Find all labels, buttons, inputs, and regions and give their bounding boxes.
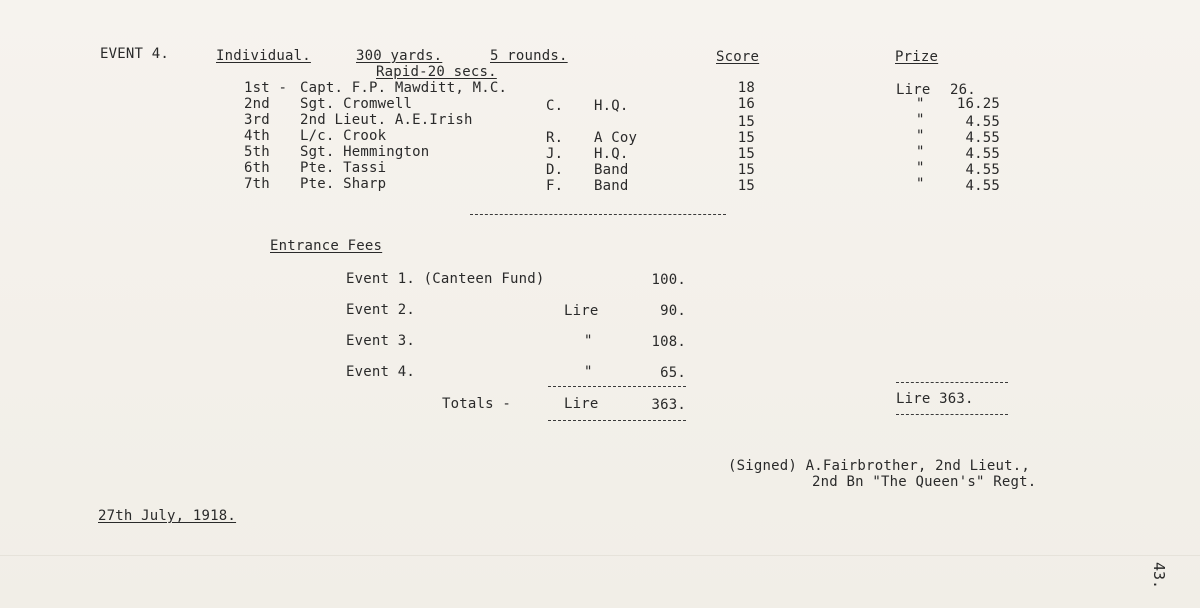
prize-amount: 4.55 xyxy=(965,178,1000,194)
prize-header: Prize xyxy=(895,49,939,65)
totals-currency: Lire xyxy=(564,396,599,412)
prize-amount: 4.55 xyxy=(965,130,1000,146)
score: 15 xyxy=(737,146,755,162)
score: 15 xyxy=(737,162,755,178)
fee-label: Event 2. xyxy=(346,302,416,318)
score: 15 xyxy=(737,114,755,130)
event-type: Individual. xyxy=(216,48,311,64)
page-number: 43. xyxy=(1150,562,1168,590)
unit: Band xyxy=(594,178,629,194)
competitor-name: Sgt. Cromwell xyxy=(300,96,413,112)
totals-rule-top xyxy=(548,386,686,387)
competitor-name: Sgt. Hemmington xyxy=(300,144,430,160)
fee-amount: 65. xyxy=(660,365,686,381)
event-label: EVENT 4. xyxy=(100,46,170,62)
place: 3rd xyxy=(244,112,270,128)
section-divider xyxy=(470,214,726,215)
place: 5th xyxy=(244,144,270,160)
prize-prefix: " xyxy=(916,176,925,192)
event-rapid: Rapid-20 secs. xyxy=(376,64,497,80)
totals-rule-bottom xyxy=(548,420,686,421)
company-letter: C. xyxy=(546,98,564,114)
fee-amount: 108. xyxy=(651,334,686,350)
prize-prefix: " xyxy=(916,160,925,176)
fee-currency: " xyxy=(584,364,593,380)
place: 2nd xyxy=(244,96,270,112)
place: 7th xyxy=(244,176,270,192)
company-letter: R. xyxy=(546,130,564,146)
prize-total-rule-bottom xyxy=(896,414,1008,415)
score: 15 xyxy=(737,130,755,146)
fee-label: Event 3. xyxy=(346,333,416,349)
totals-label: Totals - xyxy=(442,396,512,412)
prize-prefix: " xyxy=(916,112,925,128)
prize-amount: 4.55 xyxy=(965,162,1000,178)
competitor-name: 2nd Lieut. A.E.Irish xyxy=(300,112,473,128)
prize-prefix: Lire xyxy=(896,82,931,98)
fees-title: Entrance Fees xyxy=(270,238,383,254)
competitor-name: Pte. Sharp xyxy=(300,176,387,192)
prize-amount: 4.55 xyxy=(965,146,1000,162)
prize-amount: 4.55 xyxy=(965,114,1000,130)
signature-line-1: (Signed) A.Fairbrother, 2nd Lieut., xyxy=(728,458,1031,474)
place: 6th xyxy=(244,160,270,176)
prize-amount: 26. xyxy=(950,82,976,98)
score: 18 xyxy=(737,80,755,96)
competitor-name: Capt. F.P. Mawditt, M.C. xyxy=(300,80,508,96)
fee-amount: 100. xyxy=(651,272,686,288)
fee-label: Event 4. xyxy=(346,364,416,380)
prize-prefix: " xyxy=(916,128,925,144)
company-letter: F. xyxy=(546,178,564,194)
prize-total-rule-top xyxy=(896,382,1008,383)
company-letter: D. xyxy=(546,162,564,178)
fee-currency: " xyxy=(584,333,593,349)
document-date: 27th July, 1918. xyxy=(98,508,237,524)
company-letter: J. xyxy=(546,146,564,162)
place: 4th xyxy=(244,128,270,144)
prize-prefix: " xyxy=(916,144,925,160)
prize-total: Lire 363. xyxy=(896,391,974,407)
place: 1st - xyxy=(244,80,288,96)
competitor-name: Pte. Tassi xyxy=(300,160,387,176)
unit: Band xyxy=(594,162,629,178)
signature-line-2: 2nd Bn "The Queen's" Regt. xyxy=(812,474,1037,490)
event-distance: 300 yards. xyxy=(356,48,443,64)
prize-amount: 16.25 xyxy=(956,96,1000,112)
fee-currency: Lire xyxy=(564,303,599,319)
unit: H.Q. xyxy=(594,98,629,114)
fee-label: Event 1. (Canteen Fund) xyxy=(346,271,545,287)
totals-amount: 363. xyxy=(651,397,686,413)
score: 16 xyxy=(737,96,755,112)
paper-fold-line xyxy=(0,555,1200,556)
unit: H.Q. xyxy=(594,146,629,162)
score-header: Score xyxy=(716,49,760,65)
competitor-name: L/c. Crook xyxy=(300,128,387,144)
prize-prefix: " xyxy=(916,96,925,112)
score: 15 xyxy=(737,178,755,194)
unit: A Coy xyxy=(594,130,638,146)
event-rounds: 5 rounds. xyxy=(490,48,568,64)
fee-amount: 90. xyxy=(660,303,686,319)
